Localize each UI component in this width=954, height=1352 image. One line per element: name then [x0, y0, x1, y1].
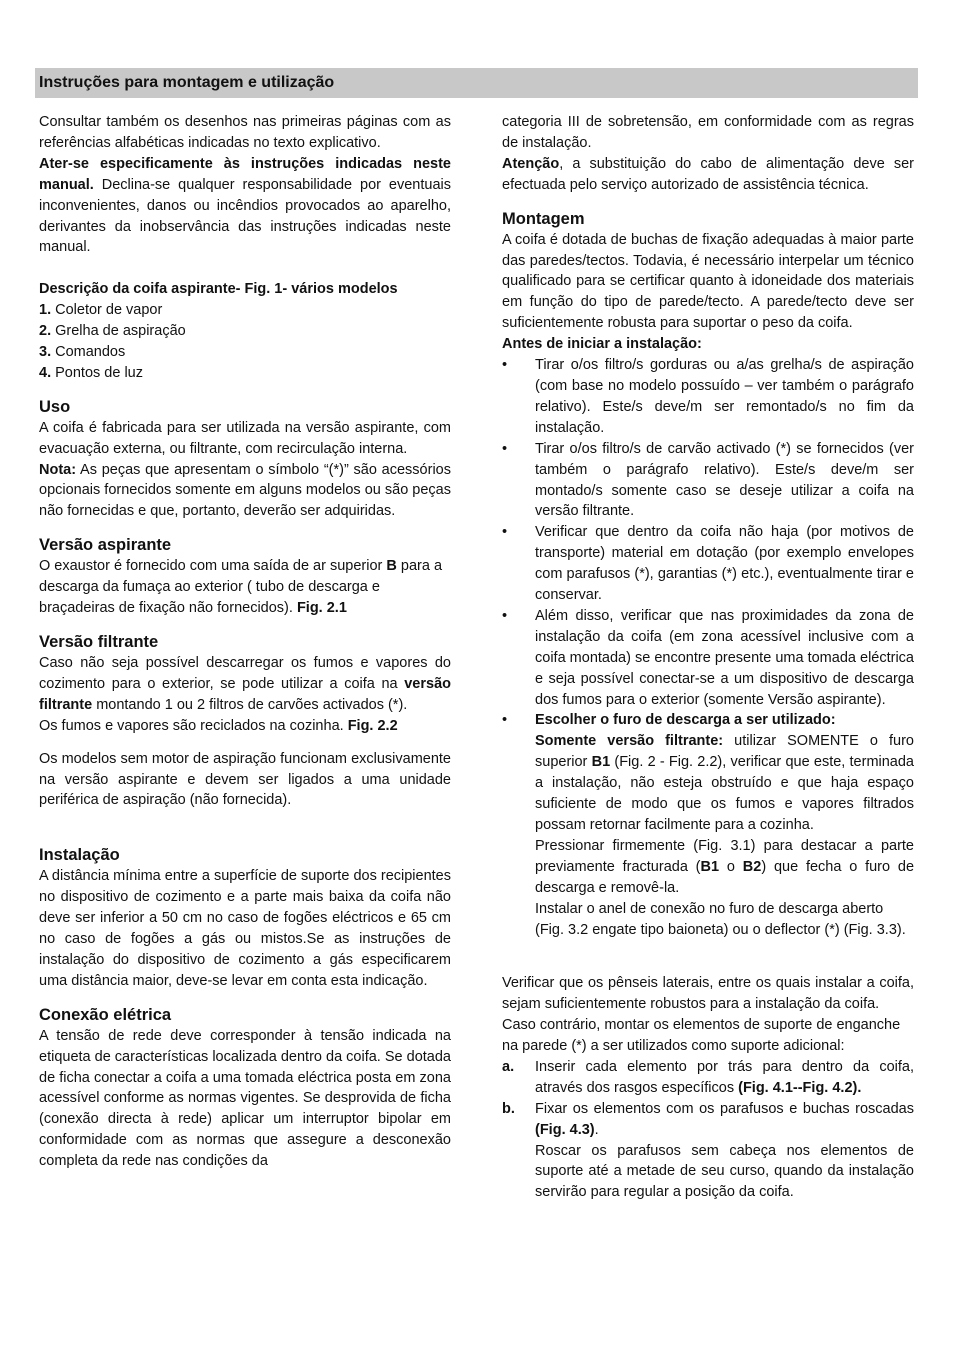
bullet-marker: •	[502, 440, 508, 457]
description-item: 3. Comandos	[39, 343, 126, 360]
list-item: • Tirar o/os filtro/s de carvão activado (*) se fornecidos (ver também o parágrafo relativo). Este/s deve/m ser montado/s somente caso se deseje utilizar a coifa na versão filtrante.	[502, 440, 914, 520]
atencao-paragraph: Atenção, a substituição do cabo de alimentação deve ser efectuada pelo serviço autorizado de assistência técnica.	[502, 155, 914, 193]
list-item: • Além disso, verificar que nas proximidades da zona de instalação da coifa (em zona acessível inclusive com a coifa montada) se encontre presente uma tomada eléctrica e seja possível conectar-se a um dispositivo de descarga dos fumos para o exterior (somente Versão aspirante).	[502, 607, 914, 708]
filtrante-paragraph: Caso não seja possível descarregar os fumos e vapores do cozimento para o exterior, se pode utilizar a coifa na versão filtrante montando 1 ou 2 filtros de carvões activados (*). Os fumos e vapores são reciclados na cozinha. Fig. 2.2	[39, 655, 451, 734]
left-column	[39, 112, 451, 1172]
montagem-paragraph: A coifa é dotada de buchas de fixação adequadas à maior parte das paredes/tectos. Todavia, é necessário interpelar um técnico qualificado para se certificar quanto à idoneidade dos materiais em função do tipo de parede/tecto. A parede/tecto deve ser suficientemente robusta para suportar o peso da coifa.	[502, 231, 914, 332]
list-item: • Tirar o/os filtro/s gorduras ou a/as grelha/s de aspiração (com base no modelo possuído – ver também o parágrafo relativo). Este/s deve/m ser remontado/s no fim da instalação.	[502, 357, 914, 436]
bullet-marker: •	[502, 607, 508, 624]
penseis-paragraph: Verificar que os pênseis laterais, entre os quais instalar a coifa, sejam suficientemente robustos para a instalação da coifa.	[502, 975, 914, 1013]
section-heading-versao-aspirante: Versão aspirante	[39, 536, 172, 555]
page-title: Instruções para montagem e utilização	[39, 74, 335, 91]
section-heading-montagem: Montagem	[502, 209, 585, 228]
list-item-a: a. Inserir cada elemento por trás para dentro da coifa, através dos rasgos específicos (Fig. 4.1--Fig. 4.2).	[502, 1058, 914, 1096]
bullet-marker: •	[502, 712, 508, 729]
filtrante-note-paragraph: Os modelos sem motor de aspiração funcionam exclusivamente na versão aspirante e devem ser ligados a uma unidade periférica de aspiração (não fornecida).	[39, 750, 451, 809]
bullet-marker: •	[502, 357, 508, 374]
intro-paragraph: Consultar também os desenhos nas primeiras páginas com as referências alfabéticas indicadas no texto explicativo.	[39, 114, 451, 151]
description-item: 1. Coletor de vapor	[39, 302, 163, 319]
intro-disclaimer: Ater-se especificamente às instruções indicadas neste manual. Declina-se qualquer responsabilidade por eventuais inconvenientes, danos ou incêndios provocados ao aparelho, derivantes da inobservância das instruções indicadas neste manual.	[39, 155, 451, 256]
uso-paragraph: A coifa é fabricada para ser utilizada na versão aspirante, com evacuação externa, ou filtrante, com recirculação interna. Nota: As peças que apresentam o símbolo “(*)” são acessórios opcionais fornecidos somente em alguns modelos ou são peças não fornecidas e que, portanto, deverão ser adquiridas.	[39, 419, 451, 520]
antes-subheading: Antes de iniciar a instalação:	[502, 336, 702, 353]
description-item: 4. Pontos de luz	[39, 364, 143, 381]
page-header	[35, 68, 918, 98]
description-item: 2. Grelha de aspiração	[39, 323, 186, 340]
section-heading-versao-filtrante: Versão filtrante	[39, 633, 159, 652]
instalacao-paragraph: A distância mínima entre a superfície de suporte dos recipientes no dispositivo de cozimento e a parte mais baixa da coifa não deve ser inferior a 50 cm no caso de fogões eléctricos e 65 cm no caso de fogões a gás ou mistos.Se as instruções de instalação do dispositivo de cozimento a gás especificarem uma distância maior, deve-se levar em conta esta indicação.	[39, 868, 451, 989]
conexao-paragraph: A tensão de rede deve corresponder à tensão indicada na etiqueta de características localizada dentro da coifa. Se dotada de ficha conectar a coifa a uma tomada eléctrica posta em zona acessível conforme as normas vigentes. Se desprovida de ficha (conexão directa à rede) aplicar um interruptor bipolar em conformidade com as normas que assegure a desconexão completa da rede nas condições da	[39, 1027, 451, 1170]
bullet-marker: •	[502, 524, 508, 541]
right-column	[502, 112, 914, 1203]
section-heading-conexao-eletrica: Conexão elétrica	[39, 1005, 172, 1024]
section-heading-instalacao: Instalação	[39, 846, 120, 865]
list-item: • Verificar que dentro da coifa não haja (por motivos de transporte) material em dotação (por exemplo envelopes com parafusos (*), garantias (*) etc.), eventualmente tirar e conservar.	[502, 524, 914, 604]
description-title: Descrição da coifa aspirante- Fig. 1- vários modelos	[39, 281, 398, 298]
aspirante-paragraph: O exaustor é fornecido com uma saída de ar superior B para a descarga da fumaça ao exterior ( tubo de descarga e braçadeiras de fixação não fornecidos). Fig. 2.1	[39, 558, 443, 617]
section-heading-uso: Uso	[39, 397, 71, 416]
conexao-continued-paragraph: categoria III de sobretensão, em conformidade com as regras de instalação.	[502, 114, 914, 151]
list-item-b: b. Fixar os elementos com os parafusos e buchas roscadas (Fig. 4.3). Roscar os parafusos sem cabeça nos elementos de suporte até a metade de seu curso, quando da instalação servirão para regular a posição da coifa.	[502, 1100, 914, 1201]
caso-contrario-paragraph: Caso contrário, montar os elementos de suporte de enganche na parede (*) a ser utilizados como suporte adicional:	[502, 1017, 901, 1055]
list-item-furo: • Escolher o furo de descarga a ser utilizado: Somente versão filtrante: utilizar SOMENTE o furo superior B1 (Fig. 2 - Fig. 2.2), verificar que este, terminada a instalação, não esteja obstruído e que haja espaço suficiente de modo que os fumos e vapores filtrados possam retornar facilmente para a cozinha. Pressionar firmemente (Fig. 3.1) para destacar a parte previamente fracturada (B1 o B2) que fecha o furo de descarga e removê-la. Instalar o anel de conexão no furo de descarga aberto (Fig. 3.2 engate tipo baioneta) ou o deflector (*) (Fig. 3.3).	[502, 712, 915, 938]
